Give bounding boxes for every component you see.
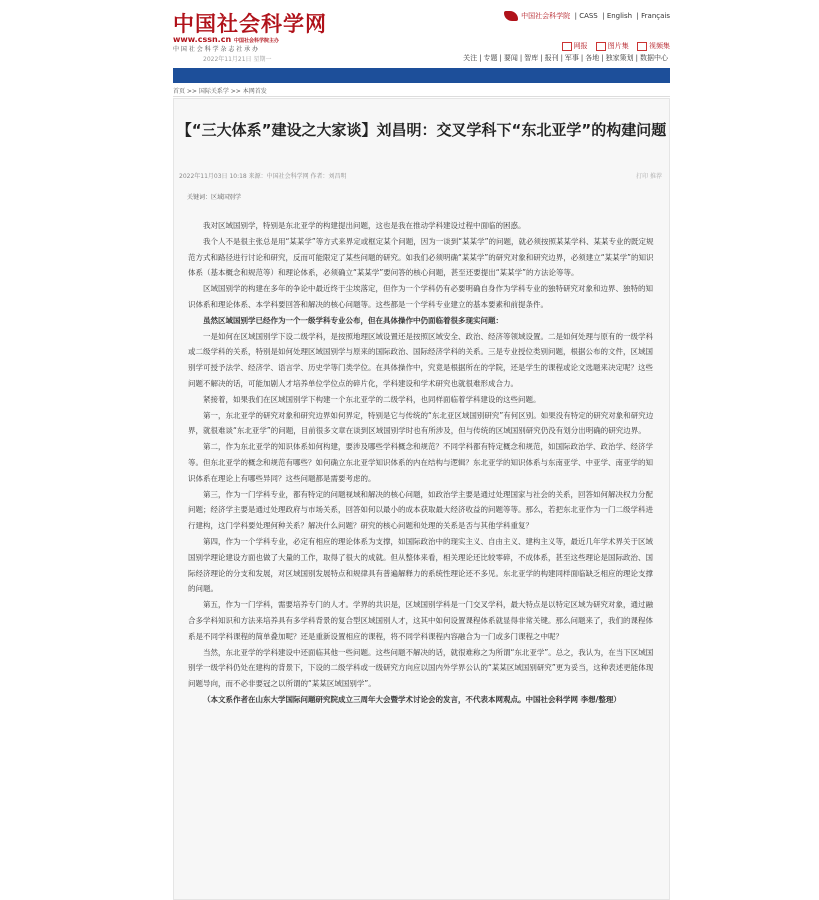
article-body (188, 218, 656, 708)
cass-link[interactable]: 中国社会科学院 (521, 12, 571, 20)
article-keywords: 关键词：区域国别学 (187, 194, 242, 201)
lang-link-french[interactable]: Français (641, 12, 670, 20)
paragraph: 第四，作为一个学科专业，必定有相应的理论体系为支撑，如国际政治中的现实主义、自由主义、建构主义等，最近几年学术界关于区域国别学理论建设方面也做了大量的工作，取得了很大的成就。但从整体来看，相关理论还比较零碎，不成体系，甚至这些理论是国际政治、国际经济理论的分支和发展，对区域国别发展特点和规律具有普遍解释力的系统性理论还不多见。东北亚学的构建同样面临缺乏相应的理论支撑的问题。 (188, 536, 653, 594)
logo-subtitle: 中 国 社 会 科 学 杂 志 社 承 办 (173, 46, 259, 53)
paragraph: 我个人不是很主张总是用“某某学”等方式来界定或框定某个问题，因为一谈到“某某学”的问题，就必须按照某某学科、某某专业的既定规范方式和路径进行讨论和研究，反而可能限定了某些问题的研究。如我们必须明确“某某学”的研究对象和研究边界，必须建立“某某学”的知识体系（基本概念和规范等）和理论体系，必须确立“某某学”要问答的核心问题，甚至还要提出“某某学”的方法论等等。 (188, 236, 654, 278)
paragraph: 第五，作为一门学科，需要培养专门的人才。学界的共识是，区域国别学科是一门交叉学科，最大特点是以特定区域为研究对象，通过融合多学科知识和方法来培养具有多学科背景的复合型区域国别人才，这其中如何设置课程体系就显得非常关键。那么问题来了，我们的课程体系是不同学科课程的简单叠加呢？还是重新设置相应的课程，将不同学科课程内容融合为一门或多门课程之中呢？ (188, 600, 653, 641)
nav-item[interactable]: 独家策划 (605, 54, 634, 62)
blue-nav-bar (173, 68, 670, 83)
nav-item[interactable]: 要闻 (503, 54, 518, 62)
paragraph: 区域国别学的构建在多年的争论中最近终于尘埃落定，但作为一个学科仍有必要明确自身作为学科专业的独特研究对象和边界、独特的知识体系和理论体系、本学科要回答和解决的核心问题等。这些都是一个学科专业建立的基本要素和前提条件。 (188, 284, 653, 309)
site-header (173, 0, 670, 68)
divider (173, 96, 670, 97)
lang-link-english[interactable]: English (606, 12, 633, 20)
top-links: 中国社会科学院 | CASS | English | Français (504, 11, 670, 21)
paragraph: 第三，作为一门学科专业，都有特定的问题视域和解决的核心问题，如政治学主要是通过处理国家与社会的关系，回答如何解决权力分配问题；经济学主要是通过处理政府与市场关系，回答如何以最小的成本获取最大经济收益的问题等等。那么，若把东北亚作为一门二级学科进行建构，这门学科要处理何种关系？解决什么问题？研究的核心问题和处理的关系是否与其他学科重复？ (188, 489, 653, 531)
article-meta: 2022年11月03日 10:18 来源：中国社会科学网 作者：刘昌明 (179, 173, 347, 180)
print-recommend-links[interactable]: 打印 推荐 (636, 173, 662, 180)
quick-link-newspaper[interactable]: 网报 (562, 41, 588, 51)
paragraph: 一是如何在区域国别学下设二级学科，是按照地理区域设置还是按照区域安全、政治、经济等领域设置。二是如何处理与原有的一级学科或二级学科的关系，特别是如何处理区域国别学与原来的国际政治、国际经济学科的关系。三是专业授位类别问题，根据公布的文件，区域国别学可授予法学、经济学、语言学、历史学等门类学位。在具体操作中，究竟是根据所在的学院，还是学生的课程或论文选题来决定呢？这些问题不解决的话，可能加剧人才培养单位学位点的碎片化，学科建设和学术研究也就很难形成合力。 (188, 331, 653, 388)
paragraph: 我对区域国别学，特别是东北亚学的构建提出问题，这也是我在推动学科建设过程中面临的困惑。 (203, 221, 526, 230)
site-logo[interactable]: 中国社会科学网 (173, 11, 327, 36)
paragraph: 紧接着，如果我们在区域国别学下构建一个东北亚学的二级学科，也同样面临着学科建设的这些问题。 (203, 394, 541, 404)
main-nav: 关注 | 专题 | 要闻 | 智库 | 报刊 | 军事 | 各地 | 独家策划 | 数据中心 (463, 54, 668, 62)
nav-item[interactable]: 数据中心 (640, 54, 668, 62)
paragraph: 当然，东北亚学的学科建设中还面临其他一些问题。这些问题不解决的话，就很难称之为所谓“东北亚学”。总之，我认为，在当下区域国别学一级学科仍处在建构的背景下，下设的二级学科或一级研究方向应以国内外学界公认的“某某区域国别研究”更为妥当，这种表述更能体现问题导向，而不必非要冠之以所谓的“某某区域国别学”。 (188, 647, 654, 689)
current-date: 2022年11月21日 星期一 (203, 56, 272, 63)
nav-item[interactable]: 各地 (585, 54, 600, 62)
article-title: 【“三大体系”建设之大家谈】刘昌明：交叉学科下“东北亚学”的构建问题 (176, 121, 667, 139)
page-wrapper (173, 0, 670, 704)
quick-link-photos[interactable]: 图片集 (596, 41, 629, 51)
paragraph: 第一，东北亚学的研究对象和研究边界如何界定，特别是它与传统的“东北亚区域国别研究”有何区别。如果没有特定的研究对象和研究边界，就很难谈“东北亚学”的问题，目前很多文章在谈到区域国别学时也有所涉及，但与传统的区域国别研究仍没有划分出明确的研究边界。 (188, 410, 654, 436)
cass-logo-icon (504, 11, 518, 21)
nav-item[interactable]: 专题 (483, 54, 498, 62)
newspaper-icon (562, 42, 572, 51)
nav-item[interactable]: 报刊 (544, 54, 559, 62)
logo-url: www.cssn.cn 中国社会科学院主办 (173, 35, 279, 44)
video-icon (637, 42, 647, 51)
breadcrumb[interactable]: 首页 >> 国际关系学 >> 本网首发 (173, 88, 267, 95)
quick-links (556, 41, 670, 51)
nav-item[interactable]: 军事 (564, 54, 579, 62)
quick-link-videos[interactable]: 视频集 (637, 41, 670, 51)
nav-item[interactable]: 关注 (463, 54, 478, 62)
photo-icon (596, 42, 606, 51)
paragraph-bold: 虽然区域国别学已经作为一个一级学科专业公布，但在具体操作中仍面临着很多现实问题： (203, 315, 503, 325)
paragraph: 第二，作为东北亚学的知识体系如何构建，要涉及哪些学科概念和规范？不同学科都有特定概念和规范，如国际政治学、政治学、经济学等。但东北亚学的概念和规范有哪些？如何确立东北亚学知识体系的内在结构与逻辑？东北亚学的知识体系与东南亚学、中亚学、南亚学的知识体系在理论上有哪些异同？这些问题都是需要考虑的。 (188, 442, 653, 483)
paragraph-bold: （本文系作者在山东大学国际问题研究院成立三周年大会暨学术讨论会的发言，不代表本网观点。中国社会科学网 李想/整理） (203, 694, 621, 704)
lang-link-cass[interactable]: CASS (579, 12, 598, 20)
nav-item[interactable]: 智库 (524, 54, 539, 62)
